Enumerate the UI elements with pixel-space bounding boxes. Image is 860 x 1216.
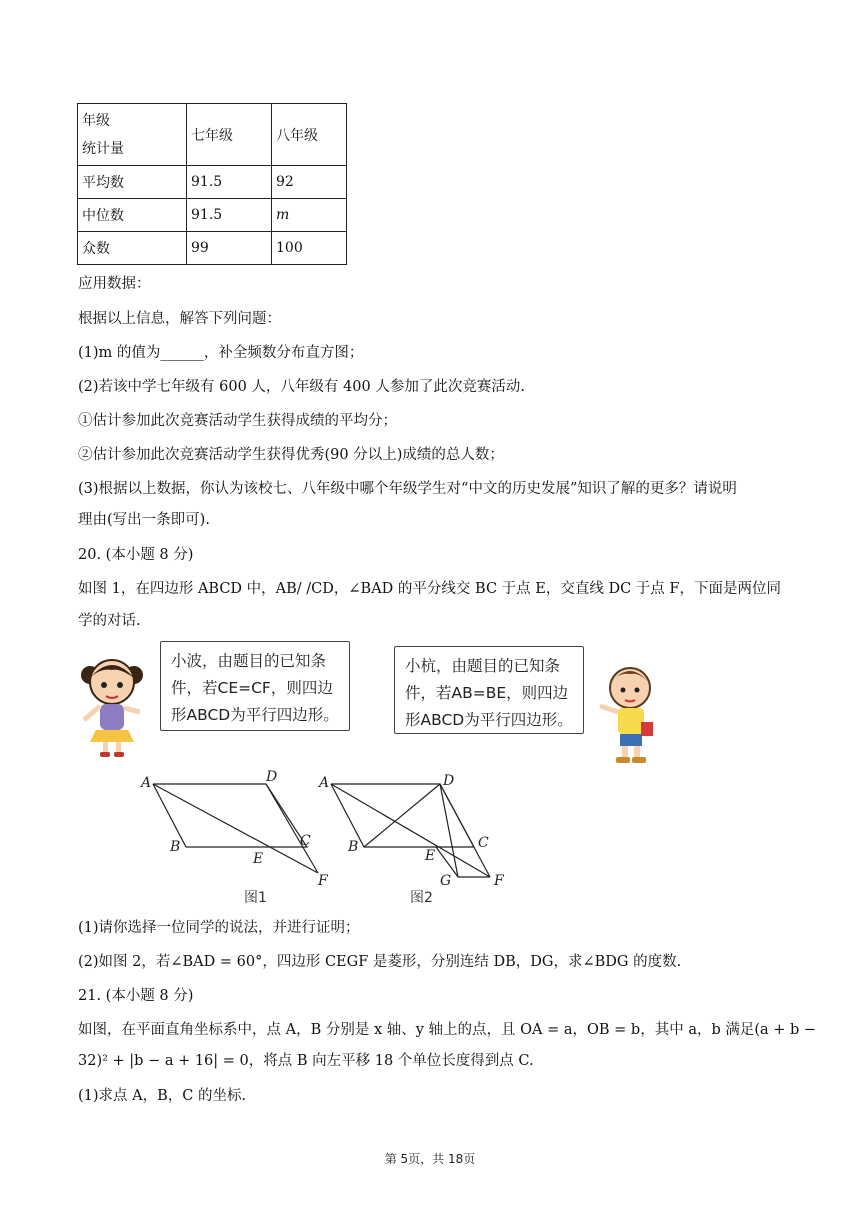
bubble-left-line: 形ABCD为平行四边形。 [171, 706, 339, 724]
fig2-label: B [348, 839, 359, 855]
table-row [78, 232, 347, 265]
cell-value: 100 [272, 232, 347, 265]
fig2-label: C [478, 835, 489, 851]
fig1-label: D [266, 769, 278, 785]
problem-20-text-line2: 学的对话. [78, 613, 141, 629]
cell-value: 91.5 [187, 166, 272, 199]
fig2-label: D [443, 773, 455, 789]
question-2: (2)若该中学七年级有 600 人，八年级有 400 人参加了此次竞赛活动. [78, 379, 525, 395]
header-grade7: 七年级 [187, 104, 272, 166]
table-header-row [78, 104, 347, 166]
bubble-right-line: 形ABCD为平行四边形。 [405, 711, 573, 729]
fig1-label: F [318, 873, 328, 889]
fig2-label: E [425, 848, 436, 864]
figure-1 [153, 784, 318, 873]
figure-2 [331, 784, 490, 877]
problem-21-question-1: (1)求点 A，B，C 的坐标. [78, 1088, 247, 1104]
fig1-label: C [300, 833, 311, 849]
cell-value: 92 [272, 166, 347, 199]
table-corner-cell [78, 104, 187, 166]
fig2-label: A [319, 775, 330, 791]
row-label: 众数 [78, 232, 187, 265]
dialogue-illustration [0, 630, 860, 780]
table-row [78, 199, 347, 232]
geometry-figures [0, 765, 860, 910]
fig2-line-dg [440, 784, 458, 877]
fig1-caption: 图1 [244, 890, 267, 906]
header-grade-label: 年级 [82, 112, 110, 129]
fig1-label: B [170, 839, 181, 855]
bubble-left-line: 件，若CE=CF，则四边 [171, 679, 333, 697]
problem-21-heading: 21. (本小题 8 分) [78, 988, 194, 1004]
header-grade8: 八年级 [272, 104, 347, 166]
variable-m: m [276, 207, 290, 223]
cell-value: 91.5 [187, 199, 272, 232]
table-row [78, 166, 347, 199]
bubble-right-line: 件，若AB=BE，则四边 [405, 684, 569, 702]
problem-20-question-1: (1)请你选择一位同学的说法，并进行证明； [78, 920, 360, 936]
bubble-left-line: 小波，由题目的已知条 [171, 652, 327, 670]
problem-20-heading: 20. (本小题 8 分) [78, 547, 194, 563]
question-2-1: ①估计参加此次竞赛活动学生获得成绩的平均分； [78, 413, 397, 429]
problem-21-text-line2: 32)² + |b − a + 16| = 0，将点 B 向左平移 18 个单位长度得到点 C. [78, 1053, 534, 1069]
question-1: (1)m 的值为______，补全频数分布直方图； [78, 345, 364, 361]
question-intro: 根据以上信息，解答下列问题： [78, 311, 281, 327]
bubble-right-line: 小杭，由题目的已知条 [405, 657, 561, 675]
row-label: 中位数 [78, 199, 187, 232]
question-2-2: ②估计参加此次竞赛活动学生获得优秀(90 分以上)成绩的总人数； [78, 447, 504, 463]
fig1-label: A [141, 775, 152, 791]
fig1-label: E [253, 851, 264, 867]
fig2-caption: 图2 [410, 890, 433, 906]
apply-data-label: 应用数据： [78, 276, 151, 292]
problem-21-text-line1: 如图，在平面直角坐标系中，点 A，B 分别是 x 轴、y 轴上的点，且 OA = a，OB = b，其中 a，b 满足(a + b − [78, 1022, 817, 1038]
cell-value [272, 199, 347, 232]
fig2-label: G [440, 873, 452, 889]
problem-20-question-2: (2)如图 2，若∠BAD = 60°，四边形 CEGF 是菱形，分别连结 DB，DG，求∠BDG 的度数. [78, 954, 682, 970]
boy-character-icon [600, 668, 653, 763]
fig2-line-db [364, 784, 440, 847]
fig2-label: F [494, 873, 504, 889]
girl-character-icon [81, 660, 143, 757]
question-3-line2: 理由(写出一条即可). [78, 512, 210, 528]
fig1-bisector-af [153, 784, 318, 873]
row-label: 平均数 [78, 166, 187, 199]
header-statistic-label: 统计量 [82, 140, 124, 157]
cell-value: 99 [187, 232, 272, 265]
question-3-line1: (3)根据以上数据，你认为该校七、八年级中哪个年级学生对“中文的历史发展”知识了解的更多？请说明 [78, 481, 737, 497]
problem-20-text-line1: 如图 1，在四边形 ABCD 中，AB/ /CD，∠BAD 的平分线交 BC 于点 E，交直线 DC 于点 F，下面是两位同 [78, 581, 781, 597]
statistics-table [77, 103, 347, 265]
page-footer: 第 5页，共 18页 [384, 1152, 476, 1166]
